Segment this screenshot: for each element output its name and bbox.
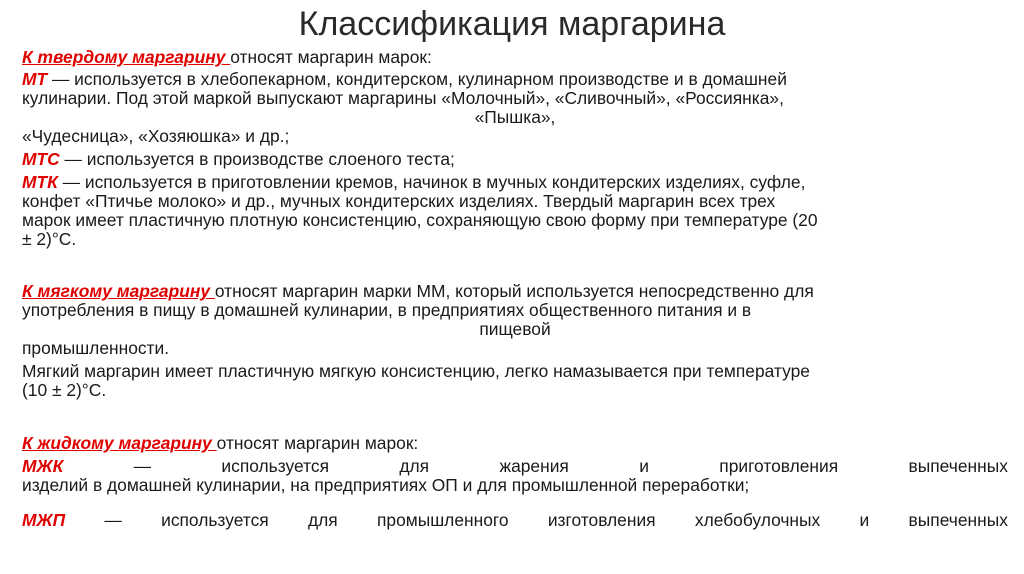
mzhk-word: для <box>399 456 430 476</box>
mtk-text-1: — используется в приготовлении кремов, начинок в мучных кондитерских изделиях, суфле, <box>57 172 806 192</box>
mts-text: — используется в производстве слоеного теста; <box>59 149 455 169</box>
mt-line-2: кулинарии. Под этой маркой выпускают маргарины «Молочный», «Сливочный», «Россиянка», <box>22 88 784 108</box>
mt-mark: МТ <box>22 69 48 89</box>
mtk-line-2: конфет «Птичье молоко» и др., мучных кондитерских изделиях. Твердый маргарин всех трех <box>22 191 776 211</box>
mzhk-word: — <box>133 456 152 476</box>
mzhp-word: промышленного <box>377 510 509 530</box>
soft-margarine-paragraph <box>22 282 1008 358</box>
soft-margarine-heading: К мягкому маргарину <box>22 281 215 301</box>
slide-content <box>22 48 1008 530</box>
mts-mark: МТС <box>22 149 60 169</box>
mzhp-word: выпеченных <box>908 510 1008 530</box>
mtk-mark: МТК <box>22 172 58 192</box>
hard-margarine-intro-text: относят маргарин марок: <box>230 47 432 67</box>
mzhk-mark: МЖК <box>22 456 64 476</box>
soft-line-4: промышленности. <box>22 338 170 358</box>
mzhp-word: для <box>308 510 338 530</box>
hard-margarine-heading: К твердому маргарину <box>22 47 231 67</box>
mzhp-word: хлебобулочных <box>694 510 821 530</box>
mt-text-1: — используется в хлебопекарном, кондитерском, кулинарном производстве и в домашней <box>47 69 787 89</box>
mzhk-word: выпеченных <box>908 456 1008 476</box>
mzhk-word: приготовления <box>719 456 839 476</box>
mzhk-line-1 <box>22 457 1008 476</box>
soft-line-3: пищевой <box>479 319 551 339</box>
mzhp-mark: МЖП <box>22 510 66 530</box>
soft-line-2: употребления в пищу в домашней кулинарии, в предприятиях общественного питания и в <box>22 300 752 320</box>
slide-title: Классификация маргарина <box>298 5 726 43</box>
mtk-paragraph <box>22 173 1008 249</box>
mzhp-word: используется <box>161 510 269 530</box>
soft-desc-1: Мягкий маргарин имеет пластичную мягкую консистенцию, легко намазывается при температуре <box>22 361 810 381</box>
mzhp-word: и <box>859 510 870 530</box>
mts-paragraph <box>22 150 1008 169</box>
mt-line-1 <box>22 70 1008 89</box>
mzhk-word: жарения <box>499 456 569 476</box>
hard-margarine-intro <box>22 48 1008 67</box>
mtk-line-3: марок имеет пластичную плотную консистенцию, сохраняющую свою форму при температуре (20 <box>22 210 818 230</box>
mzhp-paragraph <box>22 511 1008 530</box>
soft-description <box>22 362 1008 400</box>
mzhk-word: используется <box>221 456 330 476</box>
liquid-margarine-heading: К жидкому маргарину <box>22 433 217 453</box>
mt-line-4: «Чудесница», «Хозяюшка» и др.; <box>22 126 290 146</box>
mzhp-word: изготовления <box>547 510 656 530</box>
liquid-margarine-intro-text: относят маргарин марок: <box>216 433 419 453</box>
mt-paragraph <box>22 70 1008 146</box>
mtk-line-4: ± 2)°С. <box>22 229 77 249</box>
mzhk-line-2: изделий в домашней кулинарии, на предприятиях ОП и для промышленной переработки; <box>22 475 750 495</box>
mzhp-word: — <box>104 510 122 530</box>
mzhk-word: и <box>639 456 649 476</box>
soft-desc-2: (10 ± 2)°С. <box>22 380 107 400</box>
liquid-margarine-intro <box>22 434 1008 453</box>
mt-line-3: «Пышка», <box>474 107 556 127</box>
mzhp-line-1 <box>22 511 1008 530</box>
soft-line-1: относят маргарин марки ММ, который используется непосредственно для <box>214 281 814 301</box>
mzhk-paragraph <box>22 457 1008 495</box>
